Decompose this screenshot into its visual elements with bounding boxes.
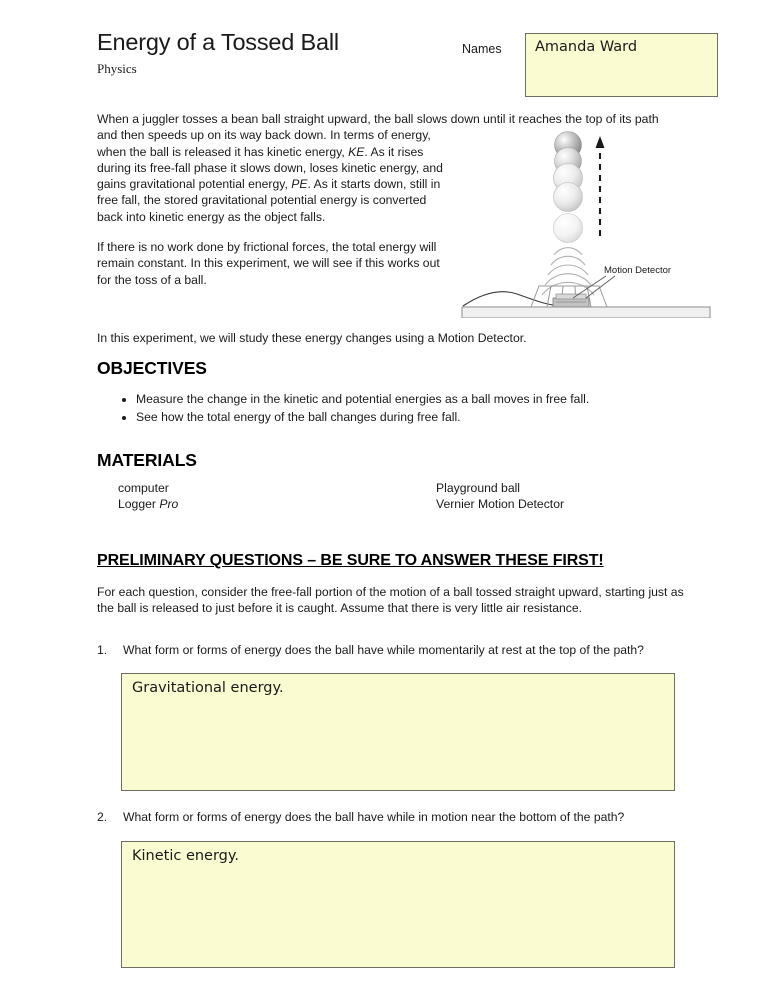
ke-symbol: KE [348, 144, 365, 159]
intro-line-full: When a juggler tosses a bean ball straight upward, the ball slows down until it reaches the top of its path [97, 112, 659, 126]
intro-text-post: . As it starts down, still in free fall, the stored gravitational potential energy is converted back into kinetic energy as the object falls. [97, 177, 441, 224]
illustration-svg [455, 118, 715, 318]
list-item: • See how the total energy of the ball changes during free fall. [136, 408, 696, 426]
ball-5-icon [554, 214, 583, 243]
list-item [118, 481, 436, 497]
sonar-waves-icon [542, 248, 594, 295]
answer-field-1-value: Gravitational energy. [132, 680, 284, 696]
material-text: computer [118, 481, 169, 495]
question-1-number: 1. [97, 643, 108, 657]
preliminary-questions-intro: For each question, consider the free-fall portion of the motion of a ball tossed straight upward, starting just as the ball is released to just before it is caught. Assume that there is very little air resistance. [97, 585, 684, 616]
list-item [436, 481, 676, 497]
materials-heading: MATERIALS [97, 450, 197, 470]
question-1 [97, 643, 697, 659]
answer-field-1[interactable] [121, 673, 675, 791]
intro-paragraph-1-wrap [97, 127, 449, 225]
list-item: • Measure the change in the kinetic and potential energies as a ball moves in free fall. [136, 390, 696, 408]
preliminary-questions-heading: PRELIMINARY QUESTIONS – BE SURE TO ANSWER THESE FIRST! [97, 552, 604, 569]
materials-column-right [436, 481, 676, 512]
material-text: Logger [118, 496, 160, 511]
intro-text-mid: . As it rises during its free-fall phase it slows down, loses kinetic energy, and gains gravitational potential energy, [97, 144, 443, 192]
motion-detector-label: Motion Detector [604, 265, 672, 276]
table-surface [462, 307, 710, 318]
answer-field-2-value: Kinetic energy. [132, 848, 240, 864]
objectives-heading: OBJECTIVES [97, 358, 207, 378]
intro-paragraph-2: If there is no work done by frictional forces, the total energy will remain constant. In this experiment, we will see if this works out for the toss of a ball. [97, 240, 440, 287]
question-2 [97, 810, 697, 826]
ball-4-icon [554, 183, 583, 212]
experiment-statement: In this experiment, we will study these energy changes using a Motion Detector. [97, 331, 527, 345]
upward-arrow-head [596, 136, 605, 148]
names-label: Names [462, 42, 502, 56]
list-item [118, 497, 436, 513]
names-input-field[interactable] [525, 33, 718, 97]
objectives-list [118, 390, 696, 426]
list-item [436, 497, 676, 513]
names-input-value: Amanda Ward [535, 39, 638, 55]
question-2-number: 2. [97, 810, 108, 824]
pe-symbol: PE [291, 177, 308, 192]
motion-detector-body [553, 294, 589, 307]
page-title: Energy of a Tossed Ball [97, 29, 339, 55]
materials-list [118, 481, 678, 512]
material-text-italic: Pro [159, 496, 179, 511]
question-2-text: What form or forms of energy does the ball have while in motion near the bottom of the path? [123, 810, 625, 824]
tossed-ball-illustration [455, 118, 715, 318]
question-1-text: What form or forms of energy does the ball have while momentarily at rest at the top of the path? [123, 643, 644, 657]
materials-column-left [118, 481, 436, 512]
page-subtitle: Physics [97, 60, 137, 76]
material-text: Playground ball [436, 481, 521, 495]
material-text: Vernier Motion Detector [436, 496, 565, 511]
answer-field-2[interactable] [121, 841, 675, 968]
intro-text-pre: and then speeds up on its way back down. In terms of energy, when the ball is released it has kinetic energy, [97, 128, 431, 159]
